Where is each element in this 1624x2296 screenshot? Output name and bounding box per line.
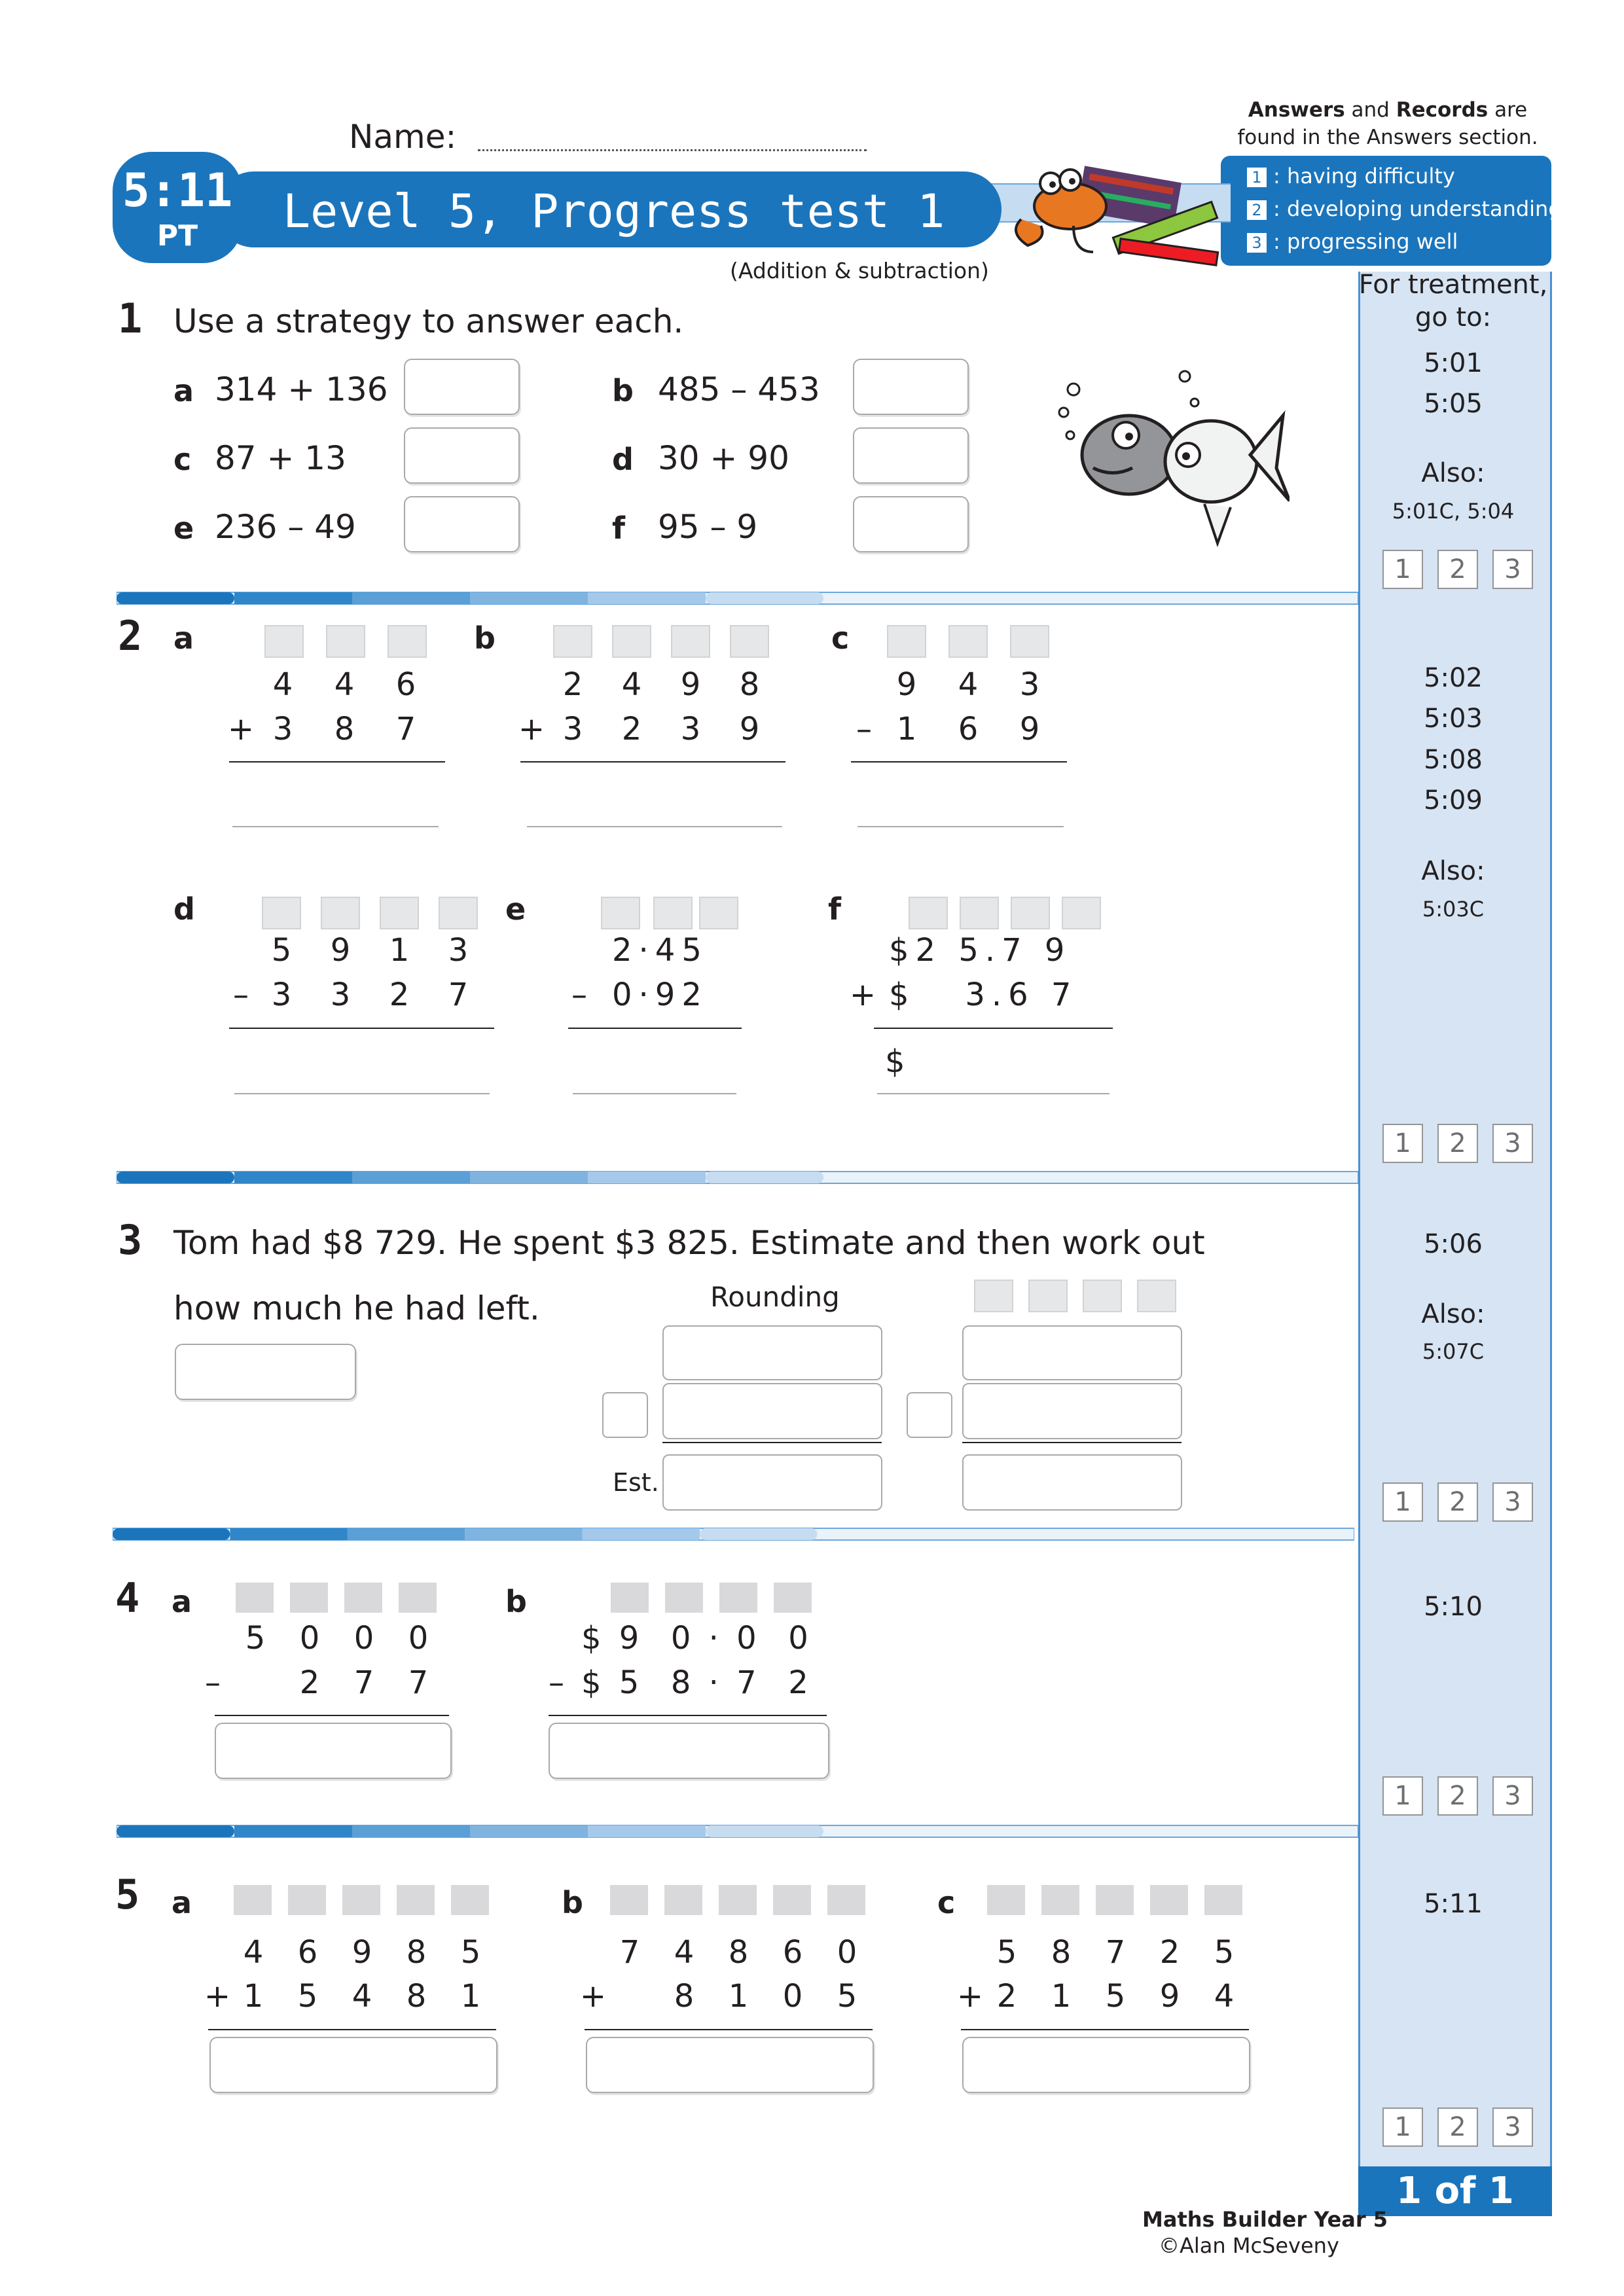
q5c-operator: + — [956, 1978, 984, 2015]
q5c-digit: 5 — [996, 1934, 1017, 1971]
q2e-row1: 2·45 — [612, 932, 708, 969]
unit-badge-bottom: PT — [156, 219, 198, 253]
q2f-letter: f — [828, 891, 842, 927]
q5b-digit: 8 — [674, 1978, 695, 2015]
q5-record-3[interactable]: 3 — [1492, 2108, 1533, 2147]
q2c-letter: c — [831, 620, 850, 656]
records-word: Records — [1396, 98, 1489, 122]
section-divider-2 — [117, 1170, 1358, 1185]
q2d-digit: 9 — [330, 932, 351, 969]
q2d-operator: – — [233, 977, 249, 1013]
q5b-digit: 6 — [782, 1934, 803, 1971]
q5b-digit: 4 — [674, 1934, 695, 1971]
and-word: and — [1344, 98, 1396, 122]
q2f-operator: + — [849, 977, 876, 1013]
q5a-digit: 9 — [352, 1934, 372, 1971]
q1-also: Also: — [1421, 458, 1485, 488]
q5a-digit: 1 — [243, 1978, 264, 2015]
q4-record-2[interactable]: 2 — [1437, 1776, 1478, 1816]
q2d-carry-box[interactable] — [321, 897, 360, 929]
q2a-digit: 4 — [272, 666, 293, 703]
q2c-digit: 6 — [958, 711, 979, 747]
q2-number: 2 — [118, 612, 143, 660]
page-title: Level 5, Progress test 1 — [283, 185, 945, 238]
q2a-answer-line[interactable] — [232, 826, 439, 827]
q4a-answer-box[interactable] — [215, 1723, 452, 1779]
q4a-carry-box[interactable] — [290, 1583, 328, 1613]
q2-record-2[interactable]: 2 — [1437, 1124, 1478, 1163]
q2c-operator: – — [856, 711, 872, 747]
q4a-carry-box[interactable] — [399, 1583, 437, 1613]
q2a-digit: 6 — [395, 666, 416, 703]
q5c-carry-box[interactable] — [1204, 1885, 1242, 1915]
q2e-carry-box[interactable] — [699, 897, 738, 929]
q2f-answer-dollar: $ — [885, 1043, 905, 1080]
q2e-operator: – — [571, 977, 587, 1013]
q2a-carry-box[interactable] — [326, 625, 365, 658]
q1b-letter: b — [612, 373, 634, 408]
q5a-carry-box[interactable] — [451, 1885, 489, 1915]
q2b-digit: 2 — [562, 666, 583, 703]
q1-record-1[interactable]: 1 — [1382, 550, 1423, 589]
q3-rounding-operator-box[interactable] — [602, 1392, 648, 1438]
q1c-expr: 87 + 13 — [215, 439, 346, 477]
q1f-answer-box[interactable] — [853, 496, 969, 552]
q2a-letter: a — [173, 620, 194, 656]
q5a-letter: a — [171, 1885, 192, 1920]
q1d-expr: 30 + 90 — [658, 439, 789, 477]
q1e-answer-box[interactable] — [404, 496, 520, 552]
q5a-digit: 4 — [243, 1934, 264, 1971]
q5c-digit: 5 — [1105, 1978, 1126, 2015]
q3-ref-1: 5:06 — [1424, 1229, 1483, 1259]
q3-working-answer-box[interactable] — [962, 1454, 1182, 1511]
q2b-digit: 9 — [739, 711, 760, 747]
q2e-carry-box[interactable] — [653, 897, 693, 929]
q2e-carry-box[interactable] — [601, 897, 640, 929]
q2a-digit: 3 — [272, 711, 293, 747]
q5c-carry-box[interactable] — [1041, 1885, 1079, 1915]
page-counter-text: 1 of 1 — [1396, 2170, 1514, 2212]
q1a-answer-box[interactable] — [404, 359, 520, 415]
q4b-letter: b — [505, 1584, 527, 1619]
q1-instruction: Use a strategy to answer each. — [173, 302, 684, 340]
q2c-answer-line[interactable] — [857, 826, 1064, 827]
q2d-digit: 5 — [271, 932, 292, 969]
q5-ref-1: 5:11 — [1424, 1889, 1483, 1919]
q2d-carry-box[interactable] — [262, 897, 301, 929]
q2d-digit: 3 — [448, 932, 469, 969]
q4-record-3[interactable]: 3 — [1492, 1776, 1533, 1816]
q5a-operator: + — [204, 1978, 231, 2015]
q3-working-rule — [962, 1442, 1182, 1443]
q1f-expr: 95 – 9 — [658, 508, 758, 546]
q5a-rule — [208, 2029, 496, 2030]
q2-ref-3: 5:08 — [1424, 745, 1483, 775]
q5b-operator: + — [579, 1978, 607, 2015]
q2b-carry-box[interactable] — [612, 625, 651, 658]
q5c-carry-box[interactable] — [1150, 1885, 1188, 1915]
q5b-digit: 0 — [837, 1934, 857, 1971]
q2d-digit: 1 — [389, 932, 410, 969]
q5a-carry-box[interactable] — [234, 1885, 272, 1915]
q3-also-refs: 5:07C — [1422, 1339, 1485, 1364]
q1-ref-1: 5:01 — [1424, 348, 1483, 378]
q3-carry-box[interactable] — [1028, 1280, 1068, 1312]
q2f-carry-box[interactable] — [1011, 897, 1050, 929]
legend-text-3: : progressing well — [1273, 229, 1458, 254]
q1e-letter: e — [173, 511, 194, 546]
unit-badge-top: 5:11 — [122, 164, 233, 217]
q2f-carry-box[interactable] — [909, 897, 948, 929]
q3-rounding-box-2[interactable] — [662, 1383, 882, 1439]
q5a-digit: 5 — [460, 1934, 481, 1971]
q2b-digit: 3 — [562, 711, 583, 747]
q2c-carry-box[interactable] — [887, 625, 926, 658]
q2b-digit: 9 — [680, 666, 701, 703]
q2f-carry-box[interactable] — [1062, 897, 1101, 929]
q5c-digit: 9 — [1159, 1978, 1180, 2015]
q2b-digit: 8 — [739, 666, 760, 703]
q2b-answer-line[interactable] — [527, 826, 782, 827]
q4a-letter: a — [171, 1584, 192, 1619]
q2e-row2: 0·92 — [612, 977, 708, 1013]
q2d-carry-box[interactable] — [439, 897, 478, 929]
q4b-carry-box[interactable] — [774, 1583, 812, 1613]
q3-record-1[interactable]: 1 — [1382, 1482, 1423, 1522]
q2d-answer-line[interactable] — [234, 1093, 490, 1094]
q2a-digit: 7 — [395, 711, 416, 747]
q2d-rule — [229, 1028, 494, 1029]
q1a-expr: 314 + 136 — [215, 370, 388, 408]
q5c-carry-box[interactable] — [987, 1885, 1025, 1915]
q2a-carry-box[interactable] — [388, 625, 427, 658]
q3-record-2[interactable]: 2 — [1437, 1482, 1478, 1522]
q3-carry-box[interactable] — [1137, 1280, 1176, 1312]
q3-rounding-label: Rounding — [710, 1281, 840, 1313]
legend-text-1: : having difficulty — [1273, 164, 1455, 188]
q5b-carry-box[interactable] — [664, 1885, 702, 1915]
q3-text-line-1: Tom had $8 729. He spent $3 825. Estimate and then work out — [173, 1224, 1205, 1262]
q5a-digit: 6 — [297, 1934, 318, 1971]
q2b-carry-box[interactable] — [671, 625, 710, 658]
info-line-1 — [1231, 98, 1545, 122]
legend-text-2: : developing understanding — [1273, 196, 1562, 221]
q1b-expr: 485 – 453 — [658, 370, 820, 408]
q3-working-box-2[interactable] — [962, 1383, 1182, 1439]
footer-book: Maths Builder Year 5 — [1142, 2207, 1388, 2232]
q5-record-1[interactable]: 1 — [1382, 2108, 1423, 2147]
q1-record-3[interactable]: 3 — [1492, 550, 1533, 589]
q4a-digit: 5 — [245, 1620, 266, 1657]
q4b-answer-box[interactable] — [549, 1723, 829, 1779]
are-word: are — [1488, 98, 1528, 122]
q5c-digit: 7 — [1105, 1934, 1126, 1971]
q2c-digit: 4 — [958, 666, 979, 703]
q3-est-label: Est. — [613, 1468, 659, 1497]
q5b-digit: 5 — [837, 1978, 857, 2015]
q5c-answer-box[interactable] — [962, 2037, 1250, 2093]
q4b-carry-box[interactable] — [719, 1583, 757, 1613]
q2d-digit: 3 — [271, 977, 292, 1013]
q1d-letter: d — [612, 442, 634, 477]
q4a-digit: 0 — [353, 1620, 374, 1657]
q4b-rule — [549, 1715, 827, 1716]
q1c-letter: c — [173, 442, 192, 477]
crab-illustration — [1001, 147, 1224, 278]
q2f-row2: $ 3.6 7 — [889, 977, 1078, 1013]
q2-ref-1: 5:02 — [1424, 663, 1483, 693]
q4a-carry-box[interactable] — [344, 1583, 382, 1613]
q3-number: 3 — [118, 1216, 143, 1264]
q5b-letter: b — [562, 1885, 583, 1920]
q4b-carry-box[interactable] — [611, 1583, 649, 1613]
q3-text-line-2: how much he had left. — [173, 1289, 540, 1327]
q2c-digit: 9 — [896, 666, 917, 703]
q2a-rule — [229, 761, 445, 762]
q4b-operator: – — [549, 1664, 564, 1701]
q5c-digit: 5 — [1214, 1934, 1235, 1971]
q3-carry-box[interactable] — [1083, 1280, 1122, 1312]
q1-number: 1 — [118, 295, 143, 342]
q2e-answer-line[interactable] — [573, 1093, 736, 1094]
q1b-answer-box[interactable] — [853, 359, 969, 415]
q5a-digit: 1 — [460, 1978, 481, 2015]
q4-number: 4 — [115, 1574, 140, 1622]
q1-ref-2: 5:05 — [1424, 389, 1483, 419]
fish-illustration — [1047, 363, 1290, 553]
q1a-letter: a — [173, 373, 194, 408]
q2b-carry-box[interactable] — [553, 625, 592, 658]
q5c-digit: 8 — [1051, 1934, 1072, 1971]
q2d-carry-box[interactable] — [380, 897, 419, 929]
q2d-digit: 2 — [389, 977, 410, 1013]
q3-rounding-rule — [662, 1442, 882, 1443]
q5a-digit: 8 — [406, 1978, 427, 2015]
q2b-carry-box[interactable] — [730, 625, 769, 658]
q3-record-3[interactable]: 3 — [1492, 1482, 1533, 1522]
q3-answer-box[interactable] — [175, 1344, 356, 1400]
q4b-row2: $ 5 8 · 7 2 — [581, 1664, 812, 1701]
q4a-rule — [215, 1715, 449, 1716]
q5c-rule — [961, 2029, 1249, 2030]
q2c-digit: 3 — [1019, 666, 1040, 703]
q5c-digit: 2 — [1159, 1934, 1180, 1971]
q1f-letter: f — [612, 511, 626, 546]
q5a-digit: 8 — [406, 1934, 427, 1971]
q1c-answer-box[interactable] — [404, 427, 520, 484]
q1-record-2[interactable]: 2 — [1437, 550, 1478, 589]
q2d-digit: 7 — [448, 977, 469, 1013]
q4b-row1: $ 9 0 · 0 0 — [581, 1620, 812, 1657]
q4a-digit: 0 — [408, 1620, 429, 1657]
q2f-carry-box[interactable] — [960, 897, 999, 929]
q5a-carry-box[interactable] — [397, 1885, 435, 1915]
q2b-operator: + — [518, 711, 545, 747]
q2f-rule — [874, 1028, 1113, 1029]
q5b-answer-box[interactable] — [586, 2037, 874, 2093]
q2e-letter: e — [505, 891, 526, 927]
q4-record-1[interactable]: 1 — [1382, 1776, 1423, 1816]
info-line-2: found in the Answers section. — [1237, 126, 1538, 149]
q5c-digit: 1 — [1051, 1978, 1072, 2015]
q5b-digit: 8 — [728, 1934, 749, 1971]
q4a-digit: 7 — [408, 1664, 429, 1701]
q4a-digit: 2 — [299, 1664, 320, 1701]
q5b-carry-box[interactable] — [827, 1885, 865, 1915]
legend-num-1: 1 — [1247, 168, 1267, 187]
q2a-digit: 8 — [334, 711, 355, 747]
q5-record-2[interactable]: 2 — [1437, 2108, 1478, 2147]
q1e-expr: 236 – 49 — [215, 508, 356, 546]
section-divider-4 — [117, 1824, 1358, 1839]
q2-ref-4: 5:09 — [1424, 785, 1483, 816]
q4a-carry-box[interactable] — [236, 1583, 274, 1613]
q3-also: Also: — [1421, 1299, 1485, 1329]
q4b-carry-box[interactable] — [665, 1583, 703, 1613]
name-label: Name: — [349, 118, 457, 156]
q2c-carry-box[interactable] — [948, 625, 988, 658]
treatment-label: For treatment, — [1358, 270, 1548, 300]
q3-carry-box[interactable] — [974, 1280, 1013, 1312]
q2c-digit: 9 — [1019, 711, 1040, 747]
q3-estimate-box[interactable] — [662, 1454, 882, 1511]
q4a-digit: 7 — [353, 1664, 374, 1701]
q2e-rule — [568, 1028, 742, 1029]
q2c-rule — [851, 761, 1067, 762]
q4a-operator: – — [205, 1664, 221, 1701]
q2-record-3[interactable]: 3 — [1492, 1124, 1533, 1163]
q2-also: Also: — [1421, 856, 1485, 886]
q5a-answer-box[interactable] — [209, 2037, 497, 2093]
q2c-digit: 1 — [896, 711, 917, 747]
answers-word: Answers — [1248, 98, 1345, 122]
footer-author: ©Alan McSeveny — [1159, 2233, 1339, 2258]
q2c-carry-box[interactable] — [1010, 625, 1049, 658]
q2-also-refs: 5:03C — [1422, 897, 1485, 922]
q1d-answer-box[interactable] — [853, 427, 969, 484]
q2a-carry-box[interactable] — [264, 625, 304, 658]
section-divider-3 — [113, 1527, 1354, 1541]
q4a-digit: 0 — [299, 1620, 320, 1657]
q4-ref-1: 5:10 — [1424, 1592, 1483, 1622]
q2b-digit: 4 — [621, 666, 642, 703]
q5b-digit: 7 — [619, 1934, 640, 1971]
name-line[interactable] — [478, 149, 867, 151]
q2b-letter: b — [474, 620, 496, 656]
q5c-carry-box[interactable] — [1096, 1885, 1134, 1915]
q5b-digit: 0 — [782, 1978, 803, 2015]
page-subtitle: (Addition & subtraction) — [730, 258, 989, 283]
q5a-digit: 4 — [352, 1978, 372, 2015]
q3-working-box-1[interactable] — [962, 1325, 1182, 1380]
q2-record-1[interactable]: 1 — [1382, 1124, 1423, 1163]
q2f-row1: $2 5.7 9 — [889, 932, 1072, 969]
goto-label: go to: — [1415, 302, 1492, 332]
q5c-digit: 4 — [1214, 1978, 1235, 2015]
q2d-letter: d — [173, 891, 195, 927]
q2d-digit: 3 — [330, 977, 351, 1013]
q5c-letter: c — [937, 1885, 956, 1920]
q5-number: 5 — [115, 1871, 140, 1918]
q2a-operator: + — [227, 711, 255, 747]
q2f-answer-line[interactable] — [877, 1093, 1110, 1094]
q3-rounding-box-1[interactable] — [662, 1325, 882, 1380]
q2b-digit: 3 — [680, 711, 701, 747]
q2b-digit: 2 — [621, 711, 642, 747]
q2b-rule — [520, 761, 785, 762]
q1-also-refs: 5:01C, 5:04 — [1392, 499, 1515, 524]
q5b-carry-box[interactable] — [773, 1885, 811, 1915]
q5b-rule — [585, 2029, 873, 2030]
q2a-digit: 4 — [334, 666, 355, 703]
q5a-carry-box[interactable] — [288, 1885, 326, 1915]
q2-ref-2: 5:03 — [1424, 704, 1483, 734]
q3-working-operator-box[interactable] — [907, 1392, 952, 1438]
q5a-digit: 5 — [297, 1978, 318, 2015]
q5b-digit: 1 — [728, 1978, 749, 2015]
legend-num-2: 2 — [1247, 200, 1267, 220]
section-divider-1 — [117, 591, 1358, 605]
legend-num-3: 3 — [1247, 233, 1267, 253]
q5a-carry-box[interactable] — [342, 1885, 380, 1915]
q5b-carry-box[interactable] — [719, 1885, 757, 1915]
q5c-digit: 2 — [996, 1978, 1017, 2015]
q5b-carry-box[interactable] — [610, 1885, 648, 1915]
